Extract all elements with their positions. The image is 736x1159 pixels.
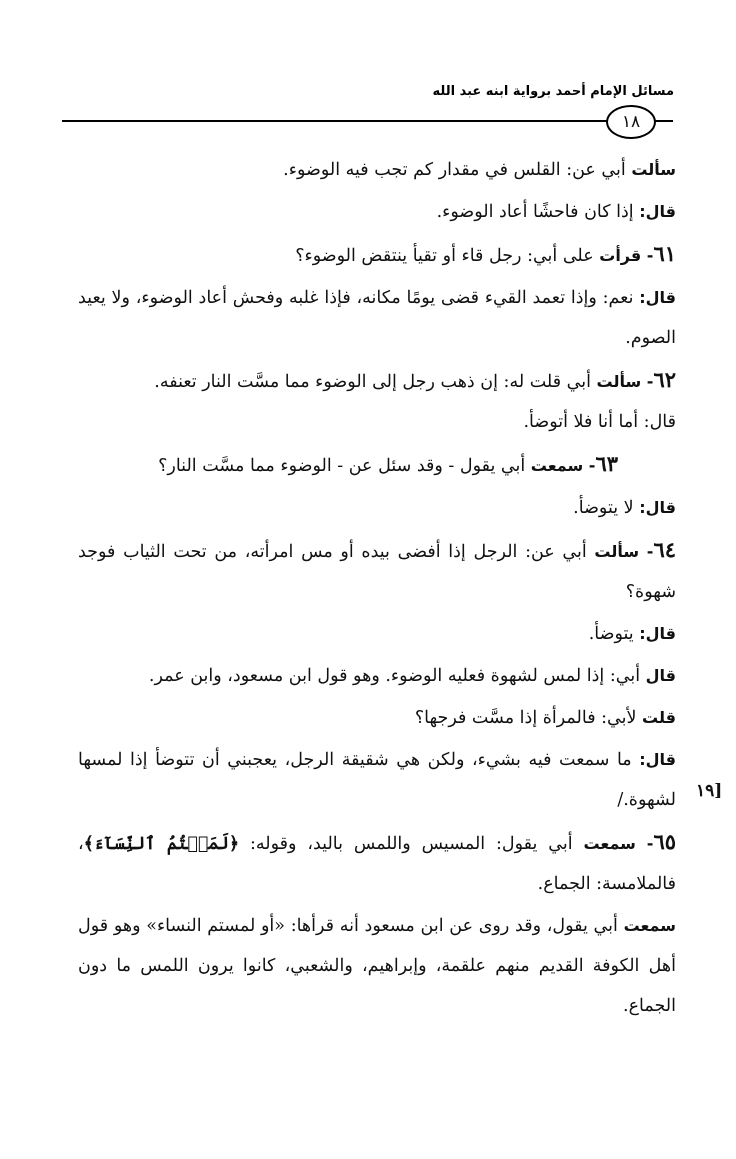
issue-number: ٦٥ [653, 829, 676, 854]
paragraph-text: نعم: وإذا تعمد القيء قضى يومًا مكانه، فإذا غلبه وفحش أعاد الوضوء، ولا يعيد الصوم. [78, 288, 676, 348]
paragraph [78, 360, 676, 442]
page-body [78, 150, 676, 1028]
paragraph [78, 150, 676, 190]
paragraph [78, 234, 676, 276]
header-rule [62, 120, 607, 122]
keyword: - سألت [596, 372, 654, 391]
paragraph-text: إذا كان فاحشًا أعاد الوضوء. [436, 202, 640, 222]
paragraph [78, 822, 676, 904]
keyword: سمعت [623, 916, 676, 935]
paragraph [78, 656, 676, 696]
paragraph-text: ، فالملامسة: الجماع. [78, 834, 676, 894]
keyword: قلت [642, 708, 676, 727]
paragraph-text: لا يتوضأ. [573, 498, 640, 518]
paragraph-text: أبي عن: الرجل إذا أفضى بيده أو مس امرأته، من تحت الثياب فوجد شهوة؟ [78, 542, 676, 602]
keyword: قال: [639, 288, 676, 307]
paragraph [78, 192, 676, 232]
keyword: - سألت [594, 542, 654, 561]
paragraph-text: لأبي: فالمرأة إذا مسَّت فرجها؟ [414, 708, 643, 728]
header-rule-end [653, 120, 673, 122]
issue-number: ٦١ [653, 241, 676, 266]
keyword: سألت [631, 160, 676, 179]
paragraph-text: أبي يقول: المسيس واللمس باليد، وقوله: [239, 834, 584, 854]
paragraph [78, 278, 676, 358]
paragraph [78, 614, 676, 654]
keyword: - سمعت [583, 834, 654, 853]
issue-number: ٦٣ [595, 451, 618, 476]
paragraph-text: أبي عن: القلس في مقدار كم تجب فيه الوضوء. [283, 160, 632, 180]
book-title: مسائل الإمام أحمد برواية ابنه عبد الله [432, 84, 674, 99]
paragraph [78, 698, 676, 738]
paragraph-text: يتوضأ. [588, 624, 640, 644]
paragraph [78, 906, 676, 1026]
keyword: - سمعت [530, 456, 596, 475]
paragraph-text: قال: أما أنا فلا أتوضأ. [523, 412, 676, 432]
paragraph-text: أبي قلت له: إن ذهب رجل إلى الوضوء مما مسَّت النار تعنفه. [154, 372, 597, 392]
keyword: قال: [639, 498, 676, 517]
keyword: قال [645, 666, 676, 685]
paragraph-text: على أبي: رجل قاء أو تقيأ ينتقض الوضوء؟ [295, 246, 600, 266]
paragraph-text: أبي يقول، وقد روى عن ابن مسعود أنه قرأها: «أو لمستم النساء» وهو قول أهل الكوفة القديم منهم علقمة، وإبراهيم، والشعبي، كانوا يرون اللمس ما دون الجماع. [78, 916, 676, 1016]
paragraph-text: أبي: إذا لمس لشهوة فعليه الوضوء. وهو قول ابن مسعود، وابن عمر. [148, 666, 646, 686]
keyword: قال: [639, 202, 676, 221]
paragraph-text: أبي يقول - وقد سئل عن - الوضوء مما مسَّت النار؟ [158, 456, 531, 476]
paragraph [78, 530, 676, 612]
paragraph-text: ما سمعت فيه بشيء، ولكن هي شقيقة الرجل، يعجبني أن تتوضأ إذا لمسها لشهوة./ [78, 750, 676, 810]
keyword: - قرأت [599, 246, 654, 265]
issue-number: ٦٢ [653, 367, 676, 392]
keyword: قال: [639, 624, 676, 643]
paragraph [78, 444, 676, 486]
keyword: قال: [639, 750, 676, 769]
paragraph [78, 488, 676, 528]
quran-quote: ﴿لَمَسۡتُمُ ٱلنِّسَآءَ﴾ [83, 834, 240, 854]
paragraph [78, 740, 676, 820]
issue-number: ٦٤ [653, 537, 676, 562]
page-number: ١٨ [606, 105, 656, 139]
original-page-marker: ١٩] [696, 781, 723, 801]
